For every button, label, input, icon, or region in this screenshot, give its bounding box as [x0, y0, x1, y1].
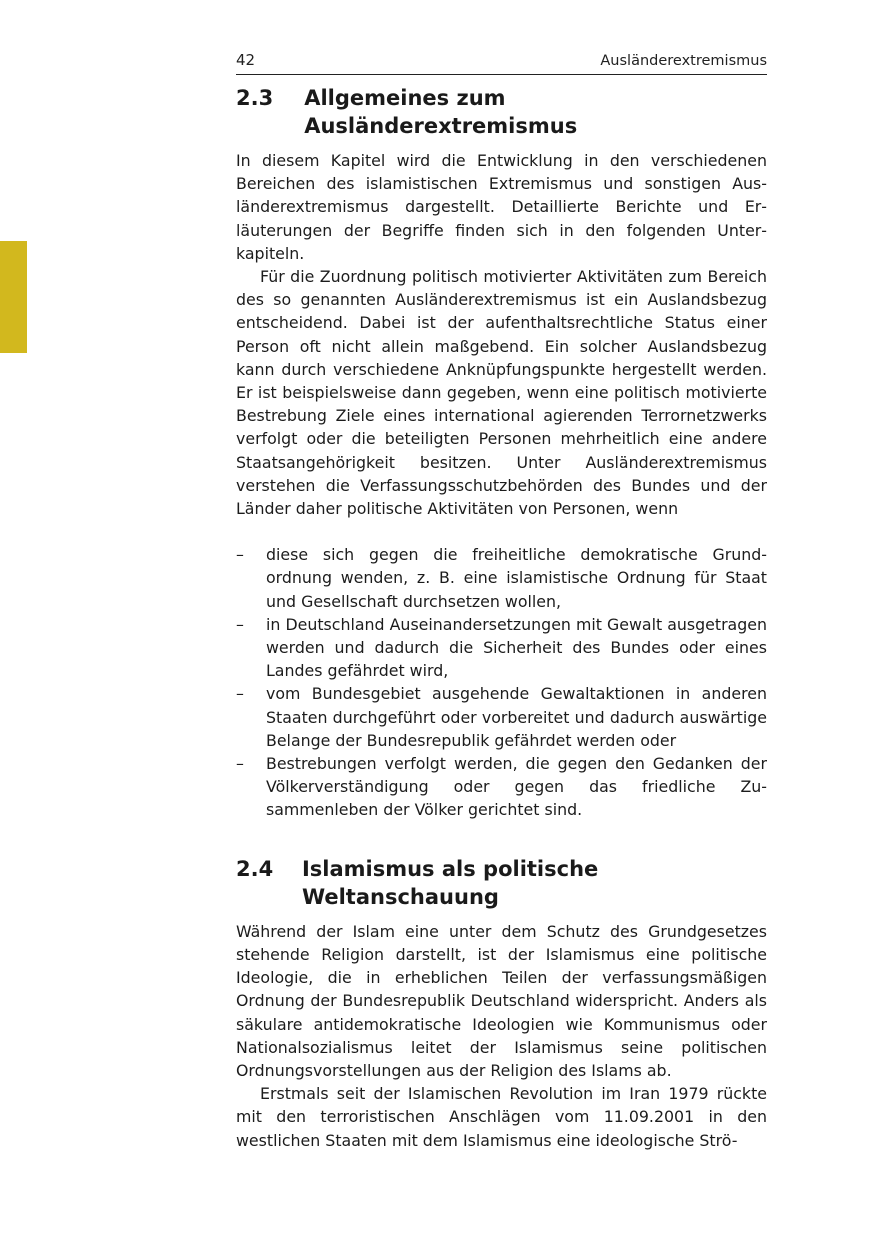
chapter-color-tab [0, 241, 27, 353]
list-item-text: Bestrebungen verfolgt werden, die gegen den Gedanken der Völkerverständigung oder gegen das friedliche Zusammenleben der Völker gerichtet sind. [266, 754, 767, 820]
section-heading-2-3 [236, 84, 767, 140]
section-number: 2.4 [236, 856, 274, 881]
list-item-text: diese sich gegen die freiheitliche demokratische Grundordnung wenden, z. B. eine islamistische Ordnung für Staat und Gesellschaft durchsetzen wollen, [266, 545, 767, 611]
list-item-text: vom Bundesgebiet ausgehende Gewaltaktionen in anderen Staaten durchgeführt oder vorbereitet und dadurch auswärtige Belange der Bundesrepublik gefährdet werden oder [266, 684, 767, 750]
page-number: 42 [236, 51, 256, 69]
paragraph: Erstmals seit der Islamischen Revolution im Iran 1979 rückte mit den terroristischen Anschlägen vom 11.09.2001 in den westlichen Staaten mit dem Islamismus eine ideologische Strö- [236, 1084, 767, 1150]
list-item [236, 682, 767, 752]
running-title: Ausländerextremismus [600, 53, 767, 69]
criteria-list [236, 543, 767, 821]
section-number: 2.3 [236, 86, 274, 110]
section-title: Allgemeines zum Ausländerextremismus [304, 86, 578, 138]
list-dash: – [236, 545, 244, 565]
list-item [236, 613, 767, 683]
list-dash: – [236, 754, 244, 774]
list-dash: – [236, 684, 244, 704]
running-header [236, 50, 767, 75]
paragraph: In diesem Kapitel wird die Entwicklung in den verschiedenen Bereichen des islamistischen Extremismus und sonstigen Ausländerextremismus dargestellt. Detaillierte Berichte und Erläuterungen der Begriffe finden sich in den folgenden Unterkapiteln. [236, 151, 767, 263]
section-title: Islamismus als politische Weltanschauung [301, 856, 599, 909]
paragraph: Für die Zuordnung politisch motivierter Aktivitäten zum Bereich des so genannten Ausländerextremismus ist ein Auslandsbezug entscheidend. Dabei ist der aufenthaltsrechtliche Status einer Person oft nicht allein maßgebend. Ein solcher Auslandsbezug kann durch verschiedene Anknüpfungspunkte hergestellt werden. Er ist beispielsweise dann gegeben, wenn eine politisch motivierte Bestrebung Ziele eines international agierenden Terrornetzwerks verfolgt oder die beteiligten Personen mehrheitlich eine andere Staatsangehörigkeit besitzen. Unter Ausländerextremismus verstehen die Verfassungsschutzbehörden des Bundes und der Länder daher politische Aktivitäten von Personen, wenn [236, 267, 767, 519]
paragraph: Während der Islam eine unter dem Schutz des Grundgesetzes stehende Religion darstellt, ist der Islamismus eine politische Ideologie, die in erheblichen Teilen der verfassungsmäßigen Ordnung der Bundesrepublik Deutschland widerspricht. Anders als säkulare antidemokratische Ideologien wie Kommunismus oder Nationalsozialismus leitet der Islamismus seine politischen Ordnungsvorstellungen aus der Religion des Islams ab. [236, 921, 767, 1080]
list-item [236, 752, 767, 822]
list-dash: – [236, 614, 244, 634]
list-item-text: in Deutschland Auseinandersetzungen mit Gewalt ausgetragen werden und dadurch die Sicherheit des Bundes oder eines Landes gefährdet wird, [266, 614, 767, 681]
list-item [236, 543, 767, 613]
document-page [236, 50, 767, 1152]
section-heading-2-4 [236, 855, 767, 911]
